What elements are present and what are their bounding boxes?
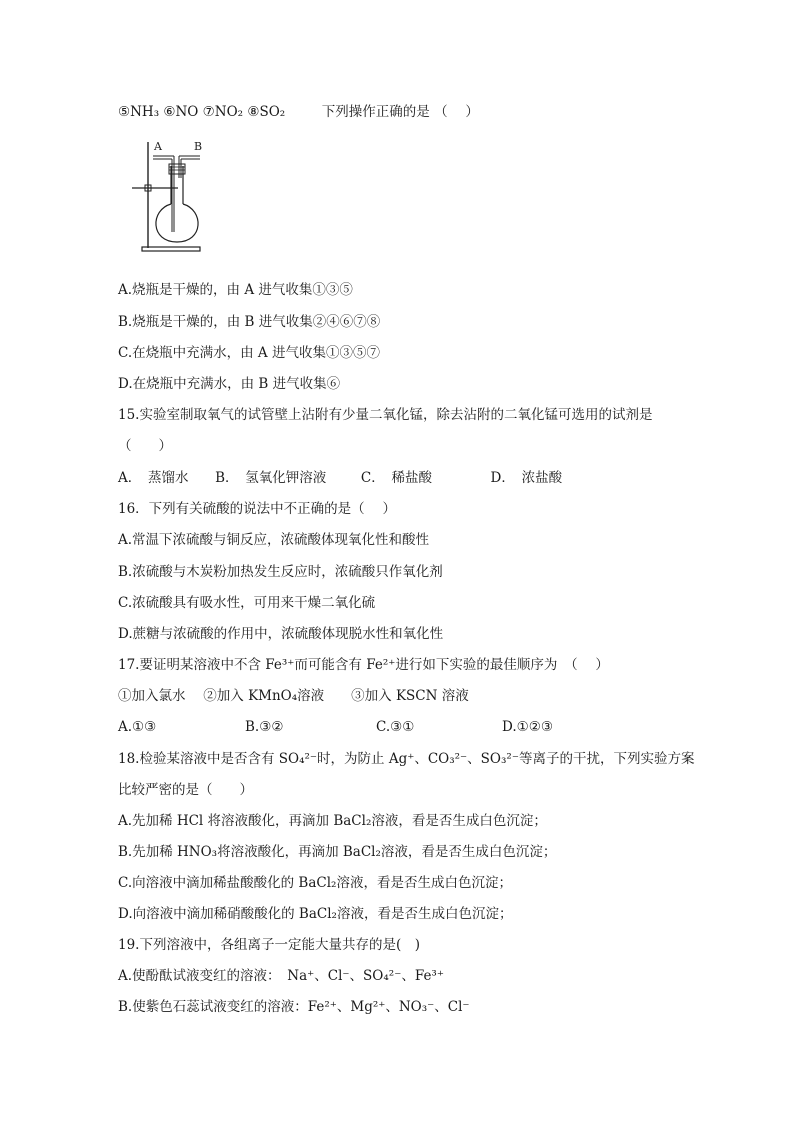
- option-q19-a: A.使酚酞试液变红的溶液： Na⁺、Cl⁻、SO₄²⁻、Fe³⁺: [118, 968, 444, 984]
- flask-apparatus-diagram: [128, 136, 218, 256]
- question-18-stem-line2: 比较严密的是（ ）: [118, 782, 253, 798]
- question-prompt: 下列操作正确的是 （ ）: [321, 104, 479, 120]
- option-q17-d: D.①②③: [502, 719, 553, 735]
- question-17-stem: 17.要证明某溶液中不含 Fe³⁺而可能含有 Fe²⁺进行如下实验的最佳顺序为 （ ）: [118, 657, 609, 673]
- option-q18-c: C.向溶液中滴加稀盐酸酸化的 BaCl₂溶液，看是否生成白色沉淀；: [118, 875, 512, 891]
- option-q18-d: D.向溶液中滴加稀硝酸酸化的 BaCl₂溶液，看是否生成白色沉淀；: [118, 906, 513, 922]
- option-q16-d: D.蔗糖与浓硫酸的作用中，浓硫酸体现脱水性和氧化性: [118, 626, 444, 642]
- option-q16-b: B.浓硫酸与木炭粉加热发生反应时，浓硫酸只作氧化剂: [118, 564, 443, 580]
- question-18-stem-line1: 18.检验某溶液中是否含有 SO₄²⁻时，为防止 Ag⁺、CO₃²⁻、SO₃²⁻等离子的干扰，下列实验方案: [118, 751, 695, 767]
- option-q17-a: A.①③: [118, 719, 157, 735]
- option-q17-b: B.③②: [245, 719, 284, 735]
- question-17-steps: ①加入氯水 ②加入 KMnO₄溶液 ③加入 KSCN 溶液: [118, 688, 469, 704]
- question-19-stem: 19.下列溶液中，各组离子一定能大量共存的是( ): [118, 937, 421, 953]
- question-15-stem: 15.实验室制取氧气的试管壁上沾附有少量二氧化锰，除去沾附的二氧化锰可选用的试剂是: [118, 407, 653, 423]
- option-q19-b: B.使紫色石蕊试液变红的溶液：Fe²⁺、Mg²⁺、NO₃⁻、Cl⁻: [118, 999, 470, 1015]
- option-q15-d: D． 浓盐酸: [490, 470, 563, 486]
- option-q18-a: A.先加稀 HCl 将溶液酸化，再滴加 BaCl₂溶液，看是否生成白色沉淀；: [118, 813, 547, 829]
- option-q18-b: B.先加稀 HNO₃将溶液酸化，再滴加 BaCl₂溶液，看是否生成白色沉淀；: [118, 844, 557, 860]
- question-15-blank: （ ）: [118, 438, 172, 454]
- option-q14-d: D.在烧瓶中充满水，由 B 进气收集⑥: [118, 376, 341, 392]
- option-q17-c: C.③①: [376, 719, 415, 735]
- option-q16-c: C.浓硫酸具有吸水性，可用来干燥二氧化硫: [118, 595, 376, 611]
- option-q15-c: C． 稀盐酸: [360, 470, 432, 486]
- question-16-stem: 16．下列有关硫酸的说法中不正确的是（ ）: [118, 501, 396, 517]
- option-q15-a: A． 蒸馏水: [118, 470, 189, 486]
- option-q14-a: A.烧瓶是干燥的，由 A 进气收集①③⑤: [118, 282, 353, 298]
- gas-list: ⑤NH₃ ⑥NO ⑦NO₂ ⑧SO₂: [118, 104, 286, 120]
- option-q15-b: B． 氢氧化钾溶液: [215, 470, 327, 486]
- option-q16-a: A.常温下浓硫酸与铜反应，浓硫酸体现氧化性和酸性: [118, 532, 430, 548]
- question-15-options: [118, 469, 562, 487]
- label-a: A: [154, 140, 162, 153]
- option-q14-b: B.烧瓶是干燥的，由 B 进气收集②④⑥⑦⑧: [118, 314, 381, 330]
- label-b: B: [194, 140, 203, 153]
- gas-list-line: [118, 103, 479, 121]
- option-q14-c: C.在烧瓶中充满水，由 A 进气收集①③⑤⑦: [118, 345, 380, 361]
